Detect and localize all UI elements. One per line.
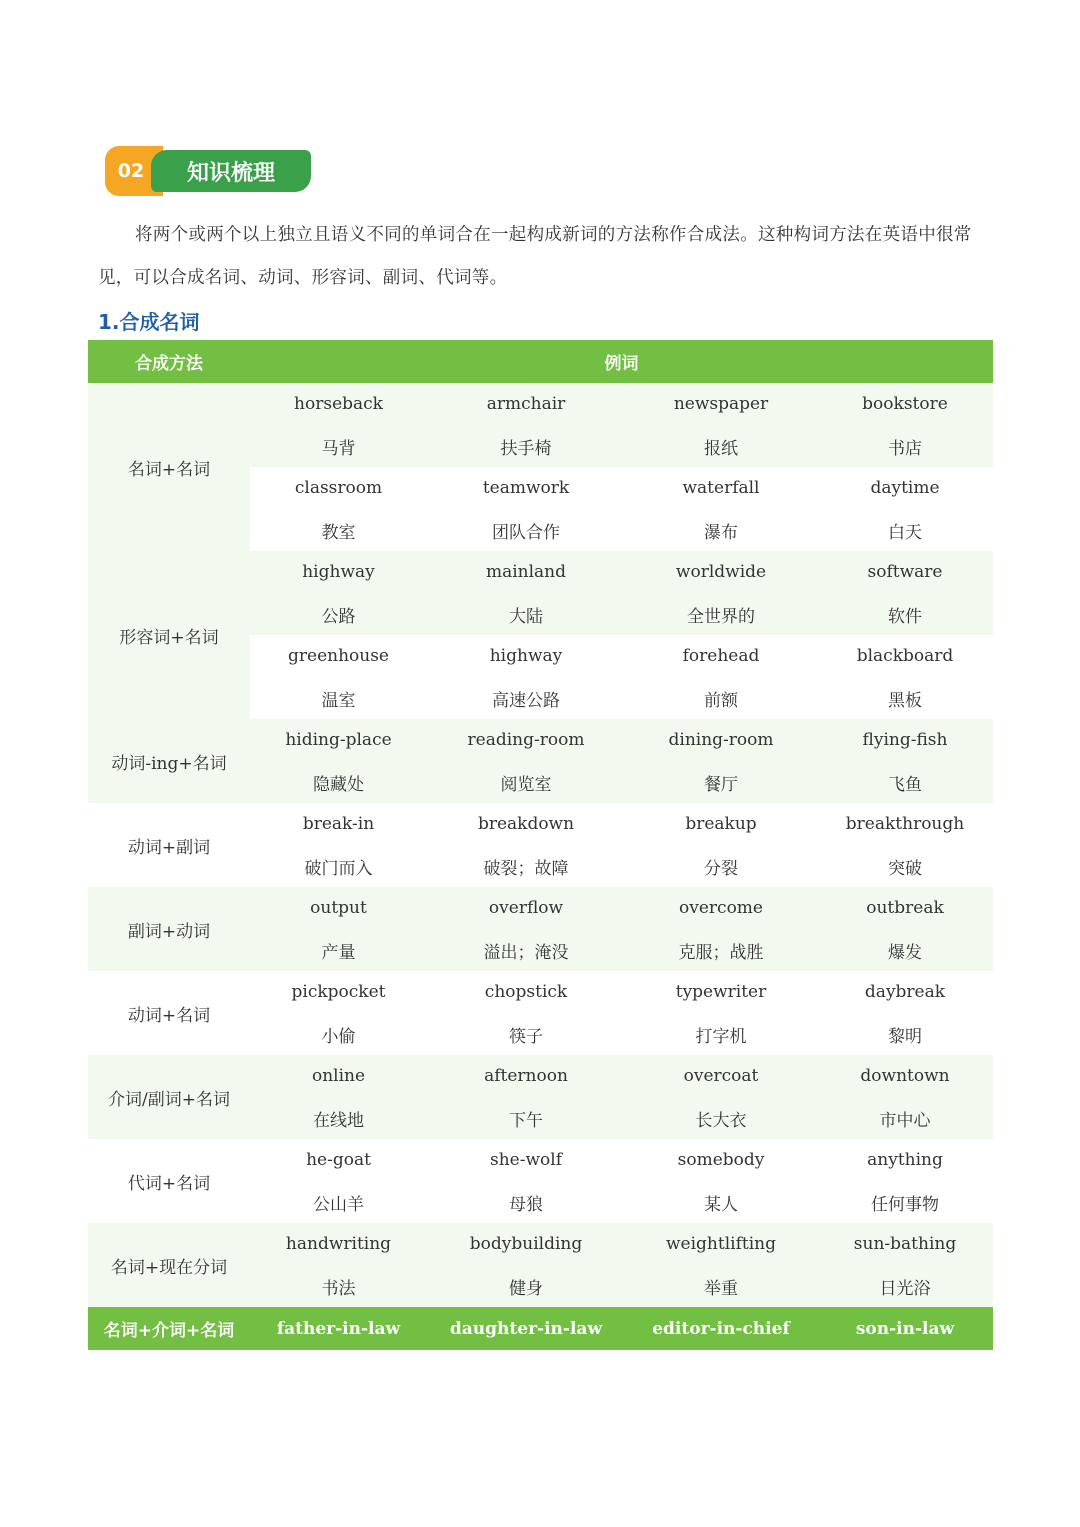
method-cell: 代词+名词 bbox=[88, 1139, 250, 1223]
meaning-cell: 书法 bbox=[250, 1265, 427, 1307]
meaning-cell: 餐厅 bbox=[625, 761, 817, 803]
method-cell: 形容词+名词 bbox=[88, 551, 250, 719]
method-cell: 动词+副词 bbox=[88, 803, 250, 887]
word-cell: mainland bbox=[427, 551, 625, 593]
word-cell: teamwork bbox=[427, 467, 625, 509]
word-cell: handwriting bbox=[250, 1223, 427, 1265]
meaning-cell: 下午 bbox=[427, 1097, 625, 1139]
meaning-cell: 小偷 bbox=[250, 1013, 427, 1055]
method-cell: 动词+名词 bbox=[88, 971, 250, 1055]
word-cell: overcome bbox=[625, 887, 817, 929]
meaning-cell: 隐藏处 bbox=[250, 761, 427, 803]
word-cell: classroom bbox=[250, 467, 427, 509]
table-row bbox=[88, 383, 993, 425]
meaning-cell: 某人 bbox=[625, 1181, 817, 1223]
word-cell: daytime bbox=[817, 467, 993, 509]
meaning-cell: 破裂；故障 bbox=[427, 845, 625, 887]
method-cell: 动词-ing+名词 bbox=[88, 719, 250, 803]
word-cell: overflow bbox=[427, 887, 625, 929]
word-cell: father-in-law bbox=[250, 1307, 427, 1350]
meaning-cell: 报纸 bbox=[625, 425, 817, 467]
word-cell: highway bbox=[427, 635, 625, 677]
table-row bbox=[88, 971, 993, 1013]
meaning-cell: 产量 bbox=[250, 929, 427, 971]
table-row bbox=[88, 1223, 993, 1265]
table-header-row bbox=[88, 340, 993, 383]
meaning-cell: 任何事物 bbox=[817, 1181, 993, 1223]
table-footer-row bbox=[88, 1307, 993, 1350]
word-cell: somebody bbox=[625, 1139, 817, 1181]
word-cell: she-wolf bbox=[427, 1139, 625, 1181]
meaning-cell: 破门而入 bbox=[250, 845, 427, 887]
meaning-cell: 前额 bbox=[625, 677, 817, 719]
badge-title: 知识梳理 bbox=[151, 150, 311, 192]
word-cell: software bbox=[817, 551, 993, 593]
section-badge bbox=[105, 146, 311, 196]
word-cell: flying-fish bbox=[817, 719, 993, 761]
word-cell: dining-room bbox=[625, 719, 817, 761]
word-cell: typewriter bbox=[625, 971, 817, 1013]
header-examples: 例词 bbox=[250, 340, 993, 383]
word-cell: chopstick bbox=[427, 971, 625, 1013]
meaning-cell: 书店 bbox=[817, 425, 993, 467]
word-cell: breakup bbox=[625, 803, 817, 845]
meaning-cell: 举重 bbox=[625, 1265, 817, 1307]
meaning-cell: 突破 bbox=[817, 845, 993, 887]
meaning-cell: 黎明 bbox=[817, 1013, 993, 1055]
table-row bbox=[88, 803, 993, 845]
word-cell: forehead bbox=[625, 635, 817, 677]
word-cell: online bbox=[250, 1055, 427, 1097]
word-cell: daybreak bbox=[817, 971, 993, 1013]
badge-number: 02 bbox=[105, 146, 163, 196]
method-cell: 副词+动词 bbox=[88, 887, 250, 971]
meaning-cell: 长大衣 bbox=[625, 1097, 817, 1139]
meaning-cell: 打字机 bbox=[625, 1013, 817, 1055]
meaning-cell: 公山羊 bbox=[250, 1181, 427, 1223]
meaning-cell: 温室 bbox=[250, 677, 427, 719]
word-cell: blackboard bbox=[817, 635, 993, 677]
meaning-cell: 教室 bbox=[250, 509, 427, 551]
word-cell: output bbox=[250, 887, 427, 929]
method-cell: 名词+名词 bbox=[88, 383, 250, 551]
word-cell: pickpocket bbox=[250, 971, 427, 1013]
table-row bbox=[88, 551, 993, 593]
meaning-cell: 黑板 bbox=[817, 677, 993, 719]
meaning-cell: 市中心 bbox=[817, 1097, 993, 1139]
meaning-cell: 团队合作 bbox=[427, 509, 625, 551]
intro-paragraph: 将两个或两个以上独立且语义不同的单词合在一起构成新词的方法称作合成法。这种构词方法在英语中很常见，可以合成名词、动词、形容词、副词、代词等。 bbox=[98, 225, 972, 288]
word-cell: hiding-place bbox=[250, 719, 427, 761]
word-cell: daughter-in-law bbox=[427, 1307, 625, 1350]
compound-noun-table bbox=[88, 340, 993, 1350]
word-cell: break-in bbox=[250, 803, 427, 845]
meaning-cell: 母狼 bbox=[427, 1181, 625, 1223]
table-row bbox=[88, 719, 993, 761]
word-cell: bodybuilding bbox=[427, 1223, 625, 1265]
table-row bbox=[88, 1139, 993, 1181]
meaning-cell: 分裂 bbox=[625, 845, 817, 887]
meaning-cell: 日光浴 bbox=[817, 1265, 993, 1307]
word-cell: armchair bbox=[427, 383, 625, 425]
word-cell: overcoat bbox=[625, 1055, 817, 1097]
method-cell: 介词/副词+名词 bbox=[88, 1055, 250, 1139]
meaning-cell: 大陆 bbox=[427, 593, 625, 635]
meaning-cell: 瀑布 bbox=[625, 509, 817, 551]
word-cell: greenhouse bbox=[250, 635, 427, 677]
meaning-cell: 克服；战胜 bbox=[625, 929, 817, 971]
meaning-cell: 筷子 bbox=[427, 1013, 625, 1055]
meaning-cell: 软件 bbox=[817, 593, 993, 635]
word-cell: afternoon bbox=[427, 1055, 625, 1097]
word-cell: outbreak bbox=[817, 887, 993, 929]
meaning-cell: 公路 bbox=[250, 593, 427, 635]
word-cell: breakthrough bbox=[817, 803, 993, 845]
meaning-cell: 扶手椅 bbox=[427, 425, 625, 467]
header-method: 合成方法 bbox=[88, 340, 250, 383]
word-cell: downtown bbox=[817, 1055, 993, 1097]
method-cell: 名词+介词+名词 bbox=[88, 1307, 250, 1350]
meaning-cell: 马背 bbox=[250, 425, 427, 467]
word-cell: newspaper bbox=[625, 383, 817, 425]
meaning-cell: 健身 bbox=[427, 1265, 625, 1307]
meaning-cell: 全世界的 bbox=[625, 593, 817, 635]
word-cell: anything bbox=[817, 1139, 993, 1181]
word-cell: editor-in-chief bbox=[625, 1307, 817, 1350]
word-cell: sun-bathing bbox=[817, 1223, 993, 1265]
word-cell: son-in-law bbox=[817, 1307, 993, 1350]
meaning-cell: 在线地 bbox=[250, 1097, 427, 1139]
word-cell: waterfall bbox=[625, 467, 817, 509]
word-cell: breakdown bbox=[427, 803, 625, 845]
word-cell: horseback bbox=[250, 383, 427, 425]
word-cell: worldwide bbox=[625, 551, 817, 593]
word-cell: reading-room bbox=[427, 719, 625, 761]
word-cell: highway bbox=[250, 551, 427, 593]
method-cell: 名词+现在分词 bbox=[88, 1223, 250, 1307]
section-title: 1.合成名词 bbox=[98, 310, 200, 334]
meaning-cell: 高速公路 bbox=[427, 677, 625, 719]
table-row bbox=[88, 1055, 993, 1097]
meaning-cell: 溢出；淹没 bbox=[427, 929, 625, 971]
meaning-cell: 飞鱼 bbox=[817, 761, 993, 803]
word-cell: bookstore bbox=[817, 383, 993, 425]
meaning-cell: 爆发 bbox=[817, 929, 993, 971]
table-row bbox=[88, 887, 993, 929]
word-cell: he-goat bbox=[250, 1139, 427, 1181]
word-cell: weightlifting bbox=[625, 1223, 817, 1265]
meaning-cell: 白天 bbox=[817, 509, 993, 551]
meaning-cell: 阅览室 bbox=[427, 761, 625, 803]
